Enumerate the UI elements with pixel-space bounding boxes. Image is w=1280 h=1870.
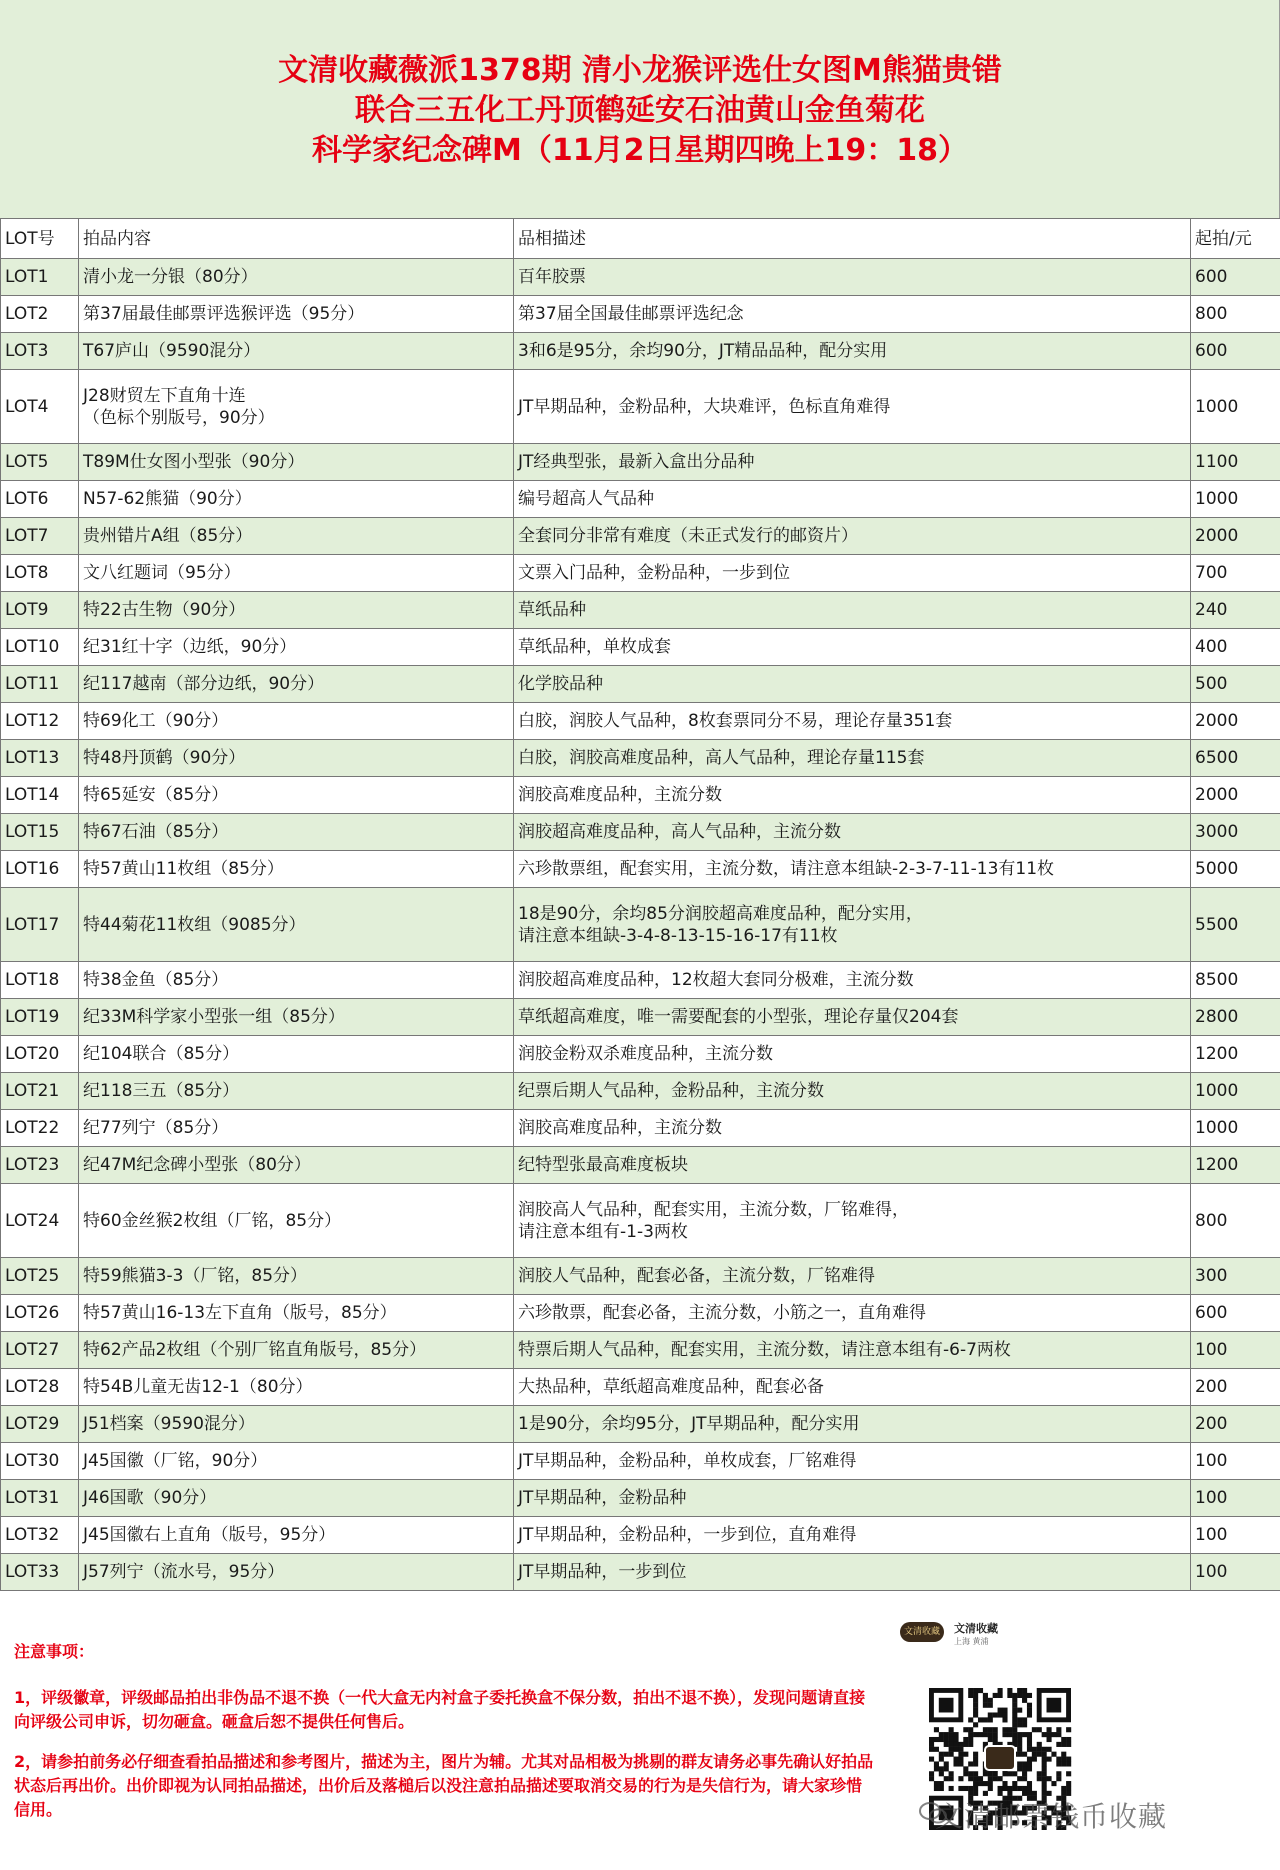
cell-lot: LOT5 [1, 444, 79, 481]
table-row [1, 962, 1280, 999]
cell-lot: LOT8 [1, 555, 79, 592]
cell-desc: 化学胶品种 [514, 666, 1191, 703]
table-row [1, 1406, 1280, 1443]
table-row [1, 629, 1280, 666]
header-lot: LOT号 [1, 219, 79, 259]
cell-desc: 白胶，润胶高难度品种，高人气品种，理论存量115套 [514, 740, 1191, 777]
cell-lot: LOT4 [1, 370, 79, 444]
cell-price: 3000 [1191, 814, 1280, 851]
cell-desc: 草纸超高难度，唯一需要配套的小型张，理论存量仅204套 [514, 999, 1191, 1036]
cell-desc: 润胶超高难度品种，12枚超大套同分极难，主流分数 [514, 962, 1191, 999]
cell-lot: LOT9 [1, 592, 79, 629]
cell-item: 文八红题词（95分） [79, 555, 514, 592]
header-item: 拍品内容 [79, 219, 514, 259]
cell-price: 5000 [1191, 851, 1280, 888]
cell-item: 特62产品2枚组（个别厂铭直角版号，85分） [79, 1332, 514, 1369]
table-row [1, 296, 1280, 333]
table-row [1, 1258, 1280, 1295]
shop-logo: 文清收藏 [900, 1622, 944, 1642]
table-row [1, 703, 1280, 740]
table-row [1, 1517, 1280, 1554]
cell-lot: LOT33 [1, 1554, 79, 1591]
cell-desc: 纪票后期人气品种，金粉品种，主流分数 [514, 1073, 1191, 1110]
cell-lot: LOT20 [1, 1036, 79, 1073]
cell-desc: JT早期品种，金粉品种，一步到位，直角难得 [514, 1517, 1191, 1554]
cell-price: 300 [1191, 1258, 1280, 1295]
cell-price: 100 [1191, 1480, 1280, 1517]
cell-desc: 六珍散票，配套必备，主流分数，小筋之一，直角难得 [514, 1295, 1191, 1332]
cell-desc: JT早期品种，金粉品种，单枚成套，厂铭难得 [514, 1443, 1191, 1480]
cell-item: J51档案（9590混分） [79, 1406, 514, 1443]
cell-desc: 润胶高难度品种，主流分数 [514, 1110, 1191, 1147]
cell-item: 纪117越南（部分边纸，90分） [79, 666, 514, 703]
cell-desc: 润胶高难度品种，主流分数 [514, 777, 1191, 814]
page-title-line-3: 科学家纪念碑M（11月2日星期四晚上19：18） [312, 133, 968, 168]
cell-desc: 18是90分，余均85分润胶超高难度品种，配分实用， 请注意本组缺-3-4-8-13-15-16-17有11枚 [514, 888, 1191, 962]
cell-price: 100 [1191, 1554, 1280, 1591]
table-row [1, 1443, 1280, 1480]
cell-lot: LOT14 [1, 777, 79, 814]
table-row [1, 1110, 1280, 1147]
cell-price: 5500 [1191, 888, 1280, 962]
table-row [1, 370, 1280, 444]
cell-lot: LOT22 [1, 1110, 79, 1147]
cell-lot: LOT28 [1, 1369, 79, 1406]
cell-price: 200 [1191, 1406, 1280, 1443]
cell-item: 贵州错片A组（85分） [79, 518, 514, 555]
cell-price: 400 [1191, 629, 1280, 666]
cell-item: 纪31红十字（边纸，90分） [79, 629, 514, 666]
cell-desc: 润胶人气品种，配套必备，主流分数，厂铭难得 [514, 1258, 1191, 1295]
cell-item: 纪47M纪念碑小型张（80分） [79, 1147, 514, 1184]
table-row [1, 1147, 1280, 1184]
cell-desc: 第37届全国最佳邮票评选纪念 [514, 296, 1191, 333]
cell-item: J45国徽（厂铭，90分） [79, 1443, 514, 1480]
cell-desc: 润胶金粉双杀难度品种，主流分数 [514, 1036, 1191, 1073]
note-2: 2，请参拍前务必仔细查看拍品描述和参考图片，描述为主，图片为辅。尤其对品相极为挑剔的群友请务必事先确认好拍品状态后再出价。出价即视为认同拍品描述，出价后及落槌后以没注意拍品描述要取消交易的行为是失信行为，请大家珍惜信用。 [14, 1752, 874, 1819]
cell-item: 特60金丝猴2枚组（厂铭，85分） [79, 1184, 514, 1258]
cell-item: 特69化工（90分） [79, 703, 514, 740]
cell-lot: LOT23 [1, 1147, 79, 1184]
cell-price: 240 [1191, 592, 1280, 629]
cell-item: 特48丹顶鹤（90分） [79, 740, 514, 777]
cell-price: 1000 [1191, 370, 1280, 444]
cell-lot: LOT3 [1, 333, 79, 370]
cell-lot: LOT26 [1, 1295, 79, 1332]
cell-price: 200 [1191, 1369, 1280, 1406]
cell-price: 6500 [1191, 740, 1280, 777]
cell-lot: LOT2 [1, 296, 79, 333]
cell-lot: LOT30 [1, 1443, 79, 1480]
table-row [1, 518, 1280, 555]
cell-item: 特67石油（85分） [79, 814, 514, 851]
cell-lot: LOT10 [1, 629, 79, 666]
table-row [1, 1036, 1280, 1073]
page-title-line-1: 文清收藏薇派1378期 清小龙猴评选仕女图M熊猫贵错 [278, 53, 1002, 88]
cell-desc: JT早期品种，一步到位 [514, 1554, 1191, 1591]
cell-desc: 编号超高人气品种 [514, 481, 1191, 518]
cell-price: 100 [1191, 1443, 1280, 1480]
cell-item: J45国徽右上直角（版号，95分） [79, 1517, 514, 1554]
cell-price: 1000 [1191, 1073, 1280, 1110]
table-row [1, 592, 1280, 629]
cell-lot: LOT7 [1, 518, 79, 555]
table-row [1, 1184, 1280, 1258]
notes-title: 注意事项： [14, 1642, 95, 1661]
cell-item: 纪104联合（85分） [79, 1036, 514, 1073]
cell-lot: LOT13 [1, 740, 79, 777]
cell-price: 700 [1191, 555, 1280, 592]
cell-item: T89M仕女图小型张（90分） [79, 444, 514, 481]
cell-lot: LOT1 [1, 259, 79, 296]
cell-lot: LOT29 [1, 1406, 79, 1443]
table-row [1, 1332, 1280, 1369]
cell-lot: LOT17 [1, 888, 79, 962]
cell-price: 800 [1191, 1184, 1280, 1258]
cell-item: N57-62熊猫（90分） [79, 481, 514, 518]
cell-item: 纪118三五（85分） [79, 1073, 514, 1110]
cell-price: 1100 [1191, 444, 1280, 481]
cell-lot: LOT27 [1, 1332, 79, 1369]
cell-price: 800 [1191, 296, 1280, 333]
cell-lot: LOT16 [1, 851, 79, 888]
cell-desc: 3和6是95分，余均90分，JT精品品种，配分实用 [514, 333, 1191, 370]
cell-item: 第37届最佳邮票评选猴评选（95分） [79, 296, 514, 333]
cell-item: 特44菊花11枚组（9085分） [79, 888, 514, 962]
table-row [1, 1073, 1280, 1110]
cell-price: 600 [1191, 1295, 1280, 1332]
cell-item: 特54B儿童无齿12-1（80分） [79, 1369, 514, 1406]
table-header-row [1, 219, 1280, 259]
cell-desc: 润胶高人气品种，配套实用，主流分数，厂铭难得， 请注意本组有-1-3两枚 [514, 1184, 1191, 1258]
cell-item: 特65延安（85分） [79, 777, 514, 814]
table-row [1, 999, 1280, 1036]
cell-item: J46国歌（90分） [79, 1480, 514, 1517]
cell-lot: LOT11 [1, 666, 79, 703]
cell-lot: LOT12 [1, 703, 79, 740]
cell-lot: LOT6 [1, 481, 79, 518]
cell-price: 600 [1191, 333, 1280, 370]
cell-lot: LOT21 [1, 1073, 79, 1110]
cell-price: 100 [1191, 1517, 1280, 1554]
cell-lot: LOT24 [1, 1184, 79, 1258]
cell-lot: LOT31 [1, 1480, 79, 1517]
cell-price: 2000 [1191, 518, 1280, 555]
cell-price: 8500 [1191, 962, 1280, 999]
cell-item: 特22古生物（90分） [79, 592, 514, 629]
cell-desc: 六珍散票组，配套实用，主流分数，请注意本组缺-2-3-7-11-13有11枚 [514, 851, 1191, 888]
cell-item: 纪77列宁（85分） [79, 1110, 514, 1147]
cell-desc: JT经典型张，最新入盒出分品种 [514, 444, 1191, 481]
table-row [1, 740, 1280, 777]
cell-item: 特59熊猫3-3（厂铭，85分） [79, 1258, 514, 1295]
table-row [1, 666, 1280, 703]
cell-price: 1000 [1191, 481, 1280, 518]
cell-item: J28财贸左下直角十连 （色标个别版号，90分） [79, 370, 514, 444]
header-banner [0, 0, 1280, 218]
cell-price: 1200 [1191, 1036, 1280, 1073]
cell-lot: LOT32 [1, 1517, 79, 1554]
table-row [1, 555, 1280, 592]
cell-item: 特57黄山16-13左下直角（版号，85分） [79, 1295, 514, 1332]
table-row [1, 851, 1280, 888]
cell-price: 100 [1191, 1332, 1280, 1369]
cell-desc: 草纸品种，单枚成套 [514, 629, 1191, 666]
watermark: 文清邮票钱币收藏 [935, 1800, 1168, 1833]
table-row [1, 481, 1280, 518]
cell-desc: 百年胶票 [514, 259, 1191, 296]
shop-location: 上海 黄浦 [954, 1637, 989, 1646]
cell-desc: 文票入门品种，金粉品种，一步到位 [514, 555, 1191, 592]
table-row [1, 1295, 1280, 1332]
cell-desc: 全套同分非常有难度（未正式发行的邮资片） [514, 518, 1191, 555]
table-row [1, 259, 1280, 296]
table-row [1, 1554, 1280, 1591]
header-desc: 品相描述 [514, 219, 1191, 259]
table-row [1, 333, 1280, 370]
cell-desc: JT早期品种，金粉品种 [514, 1480, 1191, 1517]
cell-desc: 大热品种，草纸超高难度品种，配套必备 [514, 1369, 1191, 1406]
cell-item: 特57黄山11枚组（85分） [79, 851, 514, 888]
auction-lot-table [0, 218, 1280, 1591]
cell-desc: 草纸品种 [514, 592, 1191, 629]
table-row [1, 444, 1280, 481]
cell-lot: LOT18 [1, 962, 79, 999]
cell-item: J57列宁（流水号，95分） [79, 1554, 514, 1591]
cell-item: 特38金鱼（85分） [79, 962, 514, 999]
cell-price: 1000 [1191, 1110, 1280, 1147]
cell-desc: 白胶，润胶人气品种，8枚套票同分不易，理论存量351套 [514, 703, 1191, 740]
page-title-line-2: 联合三五化工丹顶鹤延安石油黄山金鱼菊花 [355, 93, 925, 128]
cell-item: 纪33M科学家小型张一组（85分） [79, 999, 514, 1036]
cell-item: T67庐山（9590混分） [79, 333, 514, 370]
table-row [1, 1369, 1280, 1406]
table-row [1, 888, 1280, 962]
table-row [1, 777, 1280, 814]
cell-price: 1200 [1191, 1147, 1280, 1184]
cell-desc: 润胶超高难度品种，高人气品种，主流分数 [514, 814, 1191, 851]
cell-lot: LOT15 [1, 814, 79, 851]
table-row [1, 1480, 1280, 1517]
cell-desc: JT早期品种，金粉品种，大块难评，色标直角难得 [514, 370, 1191, 444]
cell-price: 2000 [1191, 703, 1280, 740]
cell-lot: LOT19 [1, 999, 79, 1036]
cell-lot: LOT25 [1, 1258, 79, 1295]
cell-desc: 纪特型张最高难度板块 [514, 1147, 1191, 1184]
note-1: 1，评级徽章，评级邮品拍出非伪品不退不换（一代大盒无内衬盒子委托换盒不保分数，拍出不退不换），发现问题请直接向评级公司申诉，切勿砸盒。砸盒后恕不提供任何售后。 [14, 1688, 866, 1731]
cell-desc: 特票后期人气品种，配套实用，主流分数，请注意本组有-6-7两枚 [514, 1332, 1191, 1369]
cell-item: 清小龙一分银（80分） [79, 259, 514, 296]
shop-name: 文清收藏 [954, 1622, 998, 1635]
cell-price: 500 [1191, 666, 1280, 703]
notes-section [14, 1640, 874, 1838]
cell-price: 2000 [1191, 777, 1280, 814]
cell-price: 600 [1191, 259, 1280, 296]
header-price: 起拍/元 [1191, 219, 1280, 259]
cell-price: 2800 [1191, 999, 1280, 1036]
cell-desc: 1是90分，余均95分，JT早期品种，配分实用 [514, 1406, 1191, 1443]
table-row [1, 814, 1280, 851]
